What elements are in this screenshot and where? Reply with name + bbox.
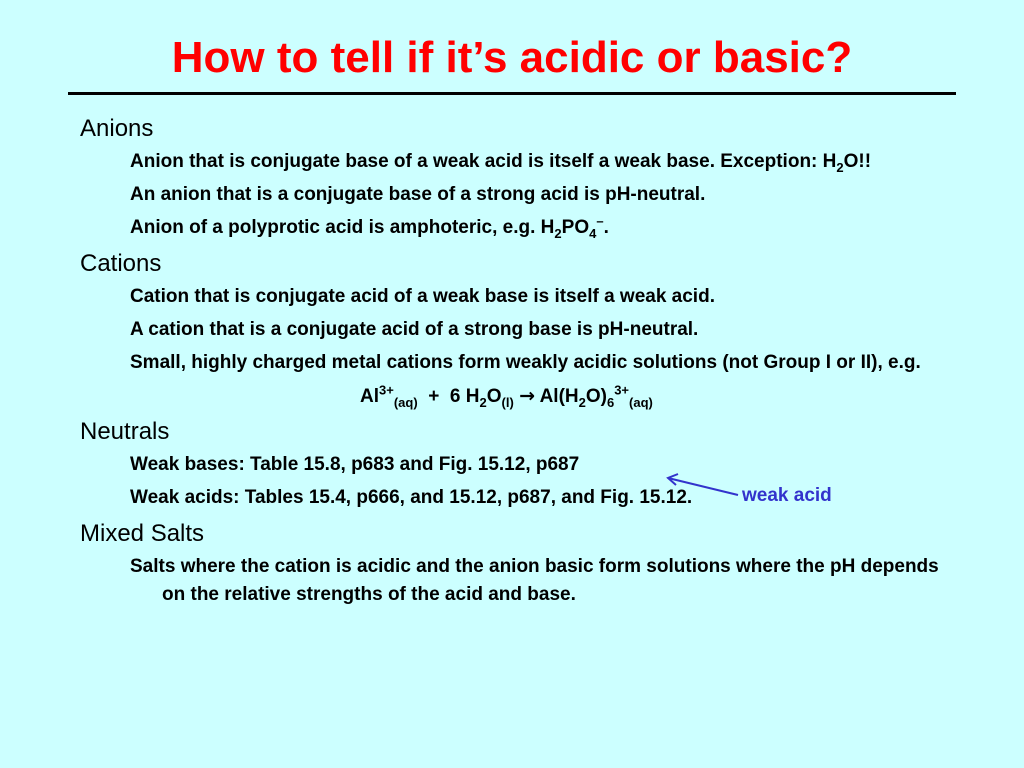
- title-divider: [68, 92, 956, 95]
- arrow-pointer-icon: [660, 468, 740, 498]
- anion-item-strong-acid: An anion that is a conjugate base of a strong acid is pH-neutral.: [130, 184, 706, 205]
- eq-water-o: O: [486, 386, 502, 407]
- eq-al: Al: [360, 386, 379, 407]
- eq-product-n: 6: [606, 394, 615, 410]
- eq-product-state: (aq): [629, 394, 653, 410]
- anion-item-3-sup: –: [596, 213, 604, 229]
- cation-item-strong-base: A cation that is a conjugate acid of a strong base is pH-neutral.: [130, 319, 699, 340]
- eq-product-charge: 3+: [614, 382, 630, 398]
- eq-water-sub: 2: [479, 394, 487, 410]
- anion-item-3-sub1: 2: [554, 225, 562, 241]
- anion-item-3-sub2: 4: [589, 225, 597, 241]
- eq-al-charge: 3+: [379, 382, 394, 398]
- anion-item-1-text: Anion that is conjugate base of a weak acid is itself a weak base. Exception: H: [130, 151, 837, 172]
- eq-plus: +: [428, 386, 440, 407]
- mixed-salt-item: Salts where the cation is acidic and the anion basic form solutions where the pH depends on the relative strengths of the acid and base.: [130, 556, 939, 605]
- section-heading-cations: Cations: [80, 250, 162, 277]
- eq-water-state: (l): [501, 394, 514, 410]
- eq-product-o: O): [585, 386, 607, 407]
- anion-item-3-text: Anion of a polyprotic acid is amphoteric, e.g. H: [130, 217, 555, 238]
- cation-item-weak-acid: Cation that is conjugate acid of a weak base is itself a weak acid.: [130, 286, 715, 307]
- weak-acid-annotation: weak acid: [742, 485, 832, 506]
- eq-product: Al(H: [539, 386, 579, 407]
- neutral-item-weak-acids: Weak acids: Tables 15.4, p666, and 15.12, p687, and Fig. 15.12.: [130, 487, 693, 508]
- reaction-arrow-icon: →: [519, 385, 535, 407]
- eq-product-sub: 2: [578, 394, 586, 410]
- section-heading-neutrals: Neutrals: [80, 418, 170, 445]
- anion-item-3-tail: .: [603, 217, 609, 238]
- eq-water-coef: 6 H: [449, 386, 480, 407]
- anion-item-1-tail: O!!: [843, 151, 872, 172]
- cation-item-metal: Small, highly charged metal cations form weakly acidic solutions (not Group I or II), e.g.: [130, 352, 921, 373]
- eq-al-state: (aq): [393, 394, 418, 410]
- hydrolysis-equation: [360, 382, 960, 411]
- slide-title: How to tell if it’s acidic or basic?: [171, 33, 853, 82]
- anion-item-polyprotic: [80, 214, 960, 242]
- section-heading-anions: Anions: [80, 115, 154, 142]
- neutral-item-weak-bases: Weak bases: Table 15.8, p683 and Fig. 15.12, p687: [130, 454, 580, 475]
- anion-item-3-mid: PO: [561, 217, 590, 238]
- slide-body: [80, 108, 960, 614]
- anion-item-1-sub: 2: [836, 159, 844, 175]
- section-heading-mixed-salts: Mixed Salts: [80, 520, 205, 547]
- anion-item-weak-base: [80, 148, 960, 176]
